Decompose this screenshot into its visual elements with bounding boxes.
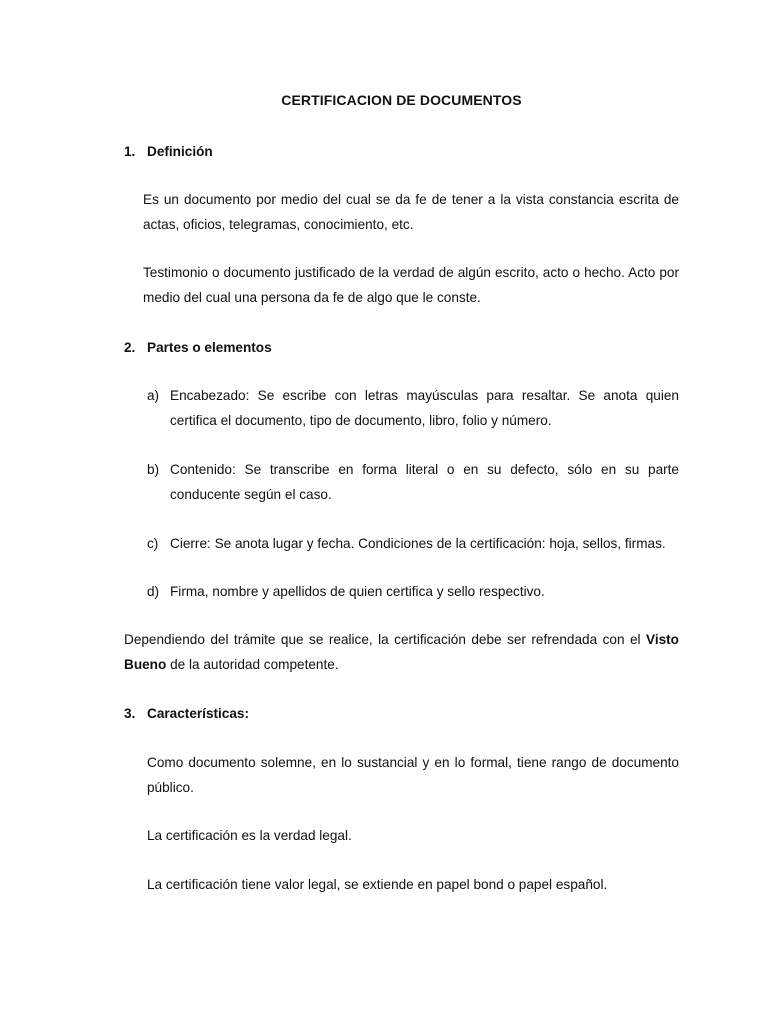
paragraph-caracteristicas-3: La certificación tiene valor legal, se extiende en papel bond o papel español. (147, 877, 608, 892)
section-number: 2. (124, 340, 136, 355)
note-text-end: de la autoridad competente. (166, 656, 339, 672)
section-heading-caracteristicas (124, 706, 249, 721)
paragraph-caracteristicas-2: La certificación es la verdad legal. (147, 828, 352, 843)
list-item-text: Firma, nombre y apellidos de quien certifica y sello respectivo. (170, 584, 545, 599)
note-text-start: Dependiendo del trámite que se realice, la certificación debe ser refrendada con el (124, 632, 646, 647)
list-marker: d) (147, 584, 160, 599)
list-marker: c) (147, 536, 159, 551)
paragraph-definicion-1: Es un documento por medio del cual se da fe de tener a la vista constancia escrita de actas, oficios, telegramas, conocimiento, etc. (143, 192, 679, 232)
list-marker: b) (147, 462, 160, 477)
section-number: 1. (124, 144, 136, 159)
note-text-bold: Visto Bueno (124, 632, 679, 672)
list-item-text: Cierre: Se anota lugar y fecha. Condiciones de la certificación: hoja, sellos, firmas. (170, 536, 666, 551)
section-title: Definición (147, 144, 213, 159)
paragraph-visto-bueno (124, 628, 679, 677)
list-item-text: Encabezado: Se escribe con letras mayúsculas para resaltar. Se anota quien certifica el documento, tipo de documento, libro, folio y número. (170, 388, 679, 428)
paragraph-definicion-2: Testimonio o documento justificado de la verdad de algún escrito, acto o hecho. Acto por medio del cual una persona da fe de algo que le conste. (143, 265, 679, 305)
section-title: Partes o elementos (147, 340, 272, 355)
section-number: 3. (124, 706, 136, 721)
section-title: Características: (147, 706, 250, 721)
section-heading-partes (124, 340, 272, 355)
section-heading-definicion (124, 144, 213, 159)
paragraph-caracteristicas-1: Como documento solemne, en lo sustancial y en lo formal, tiene rango de documento público. (147, 755, 679, 795)
document-title: CERTIFICACION DE DOCUMENTOS (281, 92, 522, 108)
list-item-text: Contenido: Se transcribe en forma literal o en su defecto, sólo en su parte conducente según el caso. (170, 462, 679, 502)
list-marker: a) (147, 388, 160, 403)
